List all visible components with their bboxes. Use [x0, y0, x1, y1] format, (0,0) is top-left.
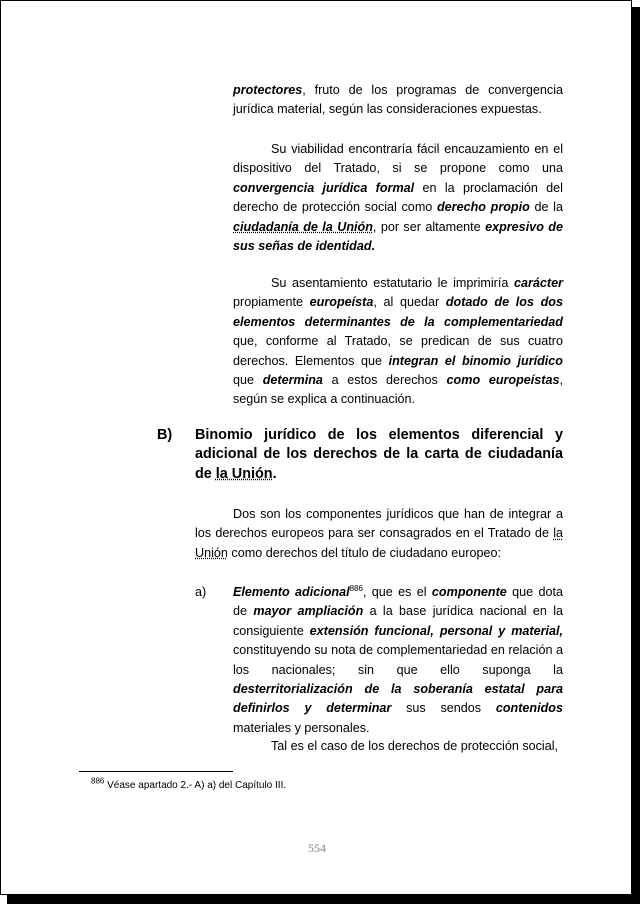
list-item-elemento-adicional	[233, 583, 563, 738]
text-run: , que es el	[362, 585, 432, 599]
text-run: Su viabilidad encontraría fácil encauzamiento en el dispositivo del Tratado, si se propone como una	[233, 142, 563, 176]
emphasis: como europeístas	[446, 373, 560, 388]
paragraph-protectores	[233, 81, 563, 120]
emphasis: determina	[262, 373, 323, 388]
page-shadow-right	[632, 7, 640, 904]
text-run: que, conforme al Tratado, se predican de sus cuatro derechos. Elementos que	[233, 334, 563, 368]
paragraph-asentamiento	[233, 274, 563, 410]
text-run: Su asentamiento estatutario le imprimiría	[271, 276, 514, 290]
footnote-text: Véase apartado 2.- A) a) del Capítulo III.	[104, 780, 287, 791]
text-run: propiamente	[233, 295, 310, 310]
emphasis: extensión funcional, personal y material,	[309, 623, 563, 638]
paragraph-viabilidad	[233, 140, 563, 256]
text-run: , por ser altamente	[372, 219, 486, 234]
emphasis: componente	[431, 585, 507, 599]
text-run: la Unión	[195, 526, 563, 560]
emphasis: protectores	[233, 83, 303, 97]
text-run: que dota de	[233, 585, 563, 619]
page-number: 554	[308, 841, 326, 855]
text-run: Tal es el caso de los derechos de protección social,	[271, 739, 559, 753]
heading-text: .	[272, 465, 277, 482]
footnote-separator	[79, 771, 233, 772]
emphasis: expresivo de sus señas de identidad.	[233, 219, 563, 254]
paragraph-componentes	[195, 505, 563, 563]
emphasis: contenidos	[495, 701, 563, 716]
emphasis: desterritorialización de la soberanía estatal para definirlos y determinar	[233, 682, 563, 716]
footnote	[91, 776, 287, 792]
emphasis: ciudadanía de la Unión	[233, 219, 373, 234]
list-item-label: a)	[195, 585, 207, 599]
heading-text: Binomio jurídico de los elementos diferencial y adicional de los derechos de la carta de ciudadanía de	[195, 427, 563, 482]
text-run: , al quedar	[373, 295, 446, 310]
text-run: materiales y personales.	[233, 720, 370, 735]
section-heading	[195, 426, 563, 484]
text-run: como derechos del título de ciudadano europeo:	[227, 545, 501, 560]
text-run: , fruto de los programas de convergencia jurídica material, según las consideraciones expuestas.	[233, 83, 563, 117]
text-run: que	[233, 373, 263, 388]
emphasis: Elemento adicional	[233, 585, 350, 599]
text-run: constituyendo su nota de complementariedad en relación a los nacionales; sin que ello suponga la	[233, 643, 563, 677]
section-label: B)	[157, 427, 173, 443]
paragraph-tal-es	[233, 737, 563, 756]
text-run: a la base jurídica nacional en la consiguiente	[233, 604, 563, 638]
emphasis: carácter	[513, 276, 563, 290]
emphasis: europeísta	[309, 295, 374, 310]
emphasis: convergencia jurídica formal	[233, 180, 415, 195]
emphasis: derecho propio	[436, 200, 530, 215]
footnote-number: 886	[91, 776, 105, 786]
page-shadow-bottom	[7, 895, 640, 904]
text-run: en la proclamación del derecho de protección social como	[233, 180, 563, 215]
text-run: de la	[529, 200, 563, 215]
heading-text: la Unión	[215, 465, 273, 482]
footnote-ref[interactable]: 886	[349, 583, 363, 593]
emphasis: integran el binomio jurídico	[388, 353, 563, 368]
text-run: sus sendos	[391, 701, 496, 716]
text-run: , según se explica a continuación.	[233, 373, 564, 407]
text-run: Dos son los componentes jurídicos que han de integrar a los derechos europeos para ser consagrados en el Tratado de	[195, 507, 563, 541]
text-run: a estos derechos	[322, 373, 447, 388]
emphasis: mayor ampliación	[253, 604, 364, 619]
emphasis: dotado de los dos elementos determinantes de la complementariedad	[233, 295, 563, 329]
